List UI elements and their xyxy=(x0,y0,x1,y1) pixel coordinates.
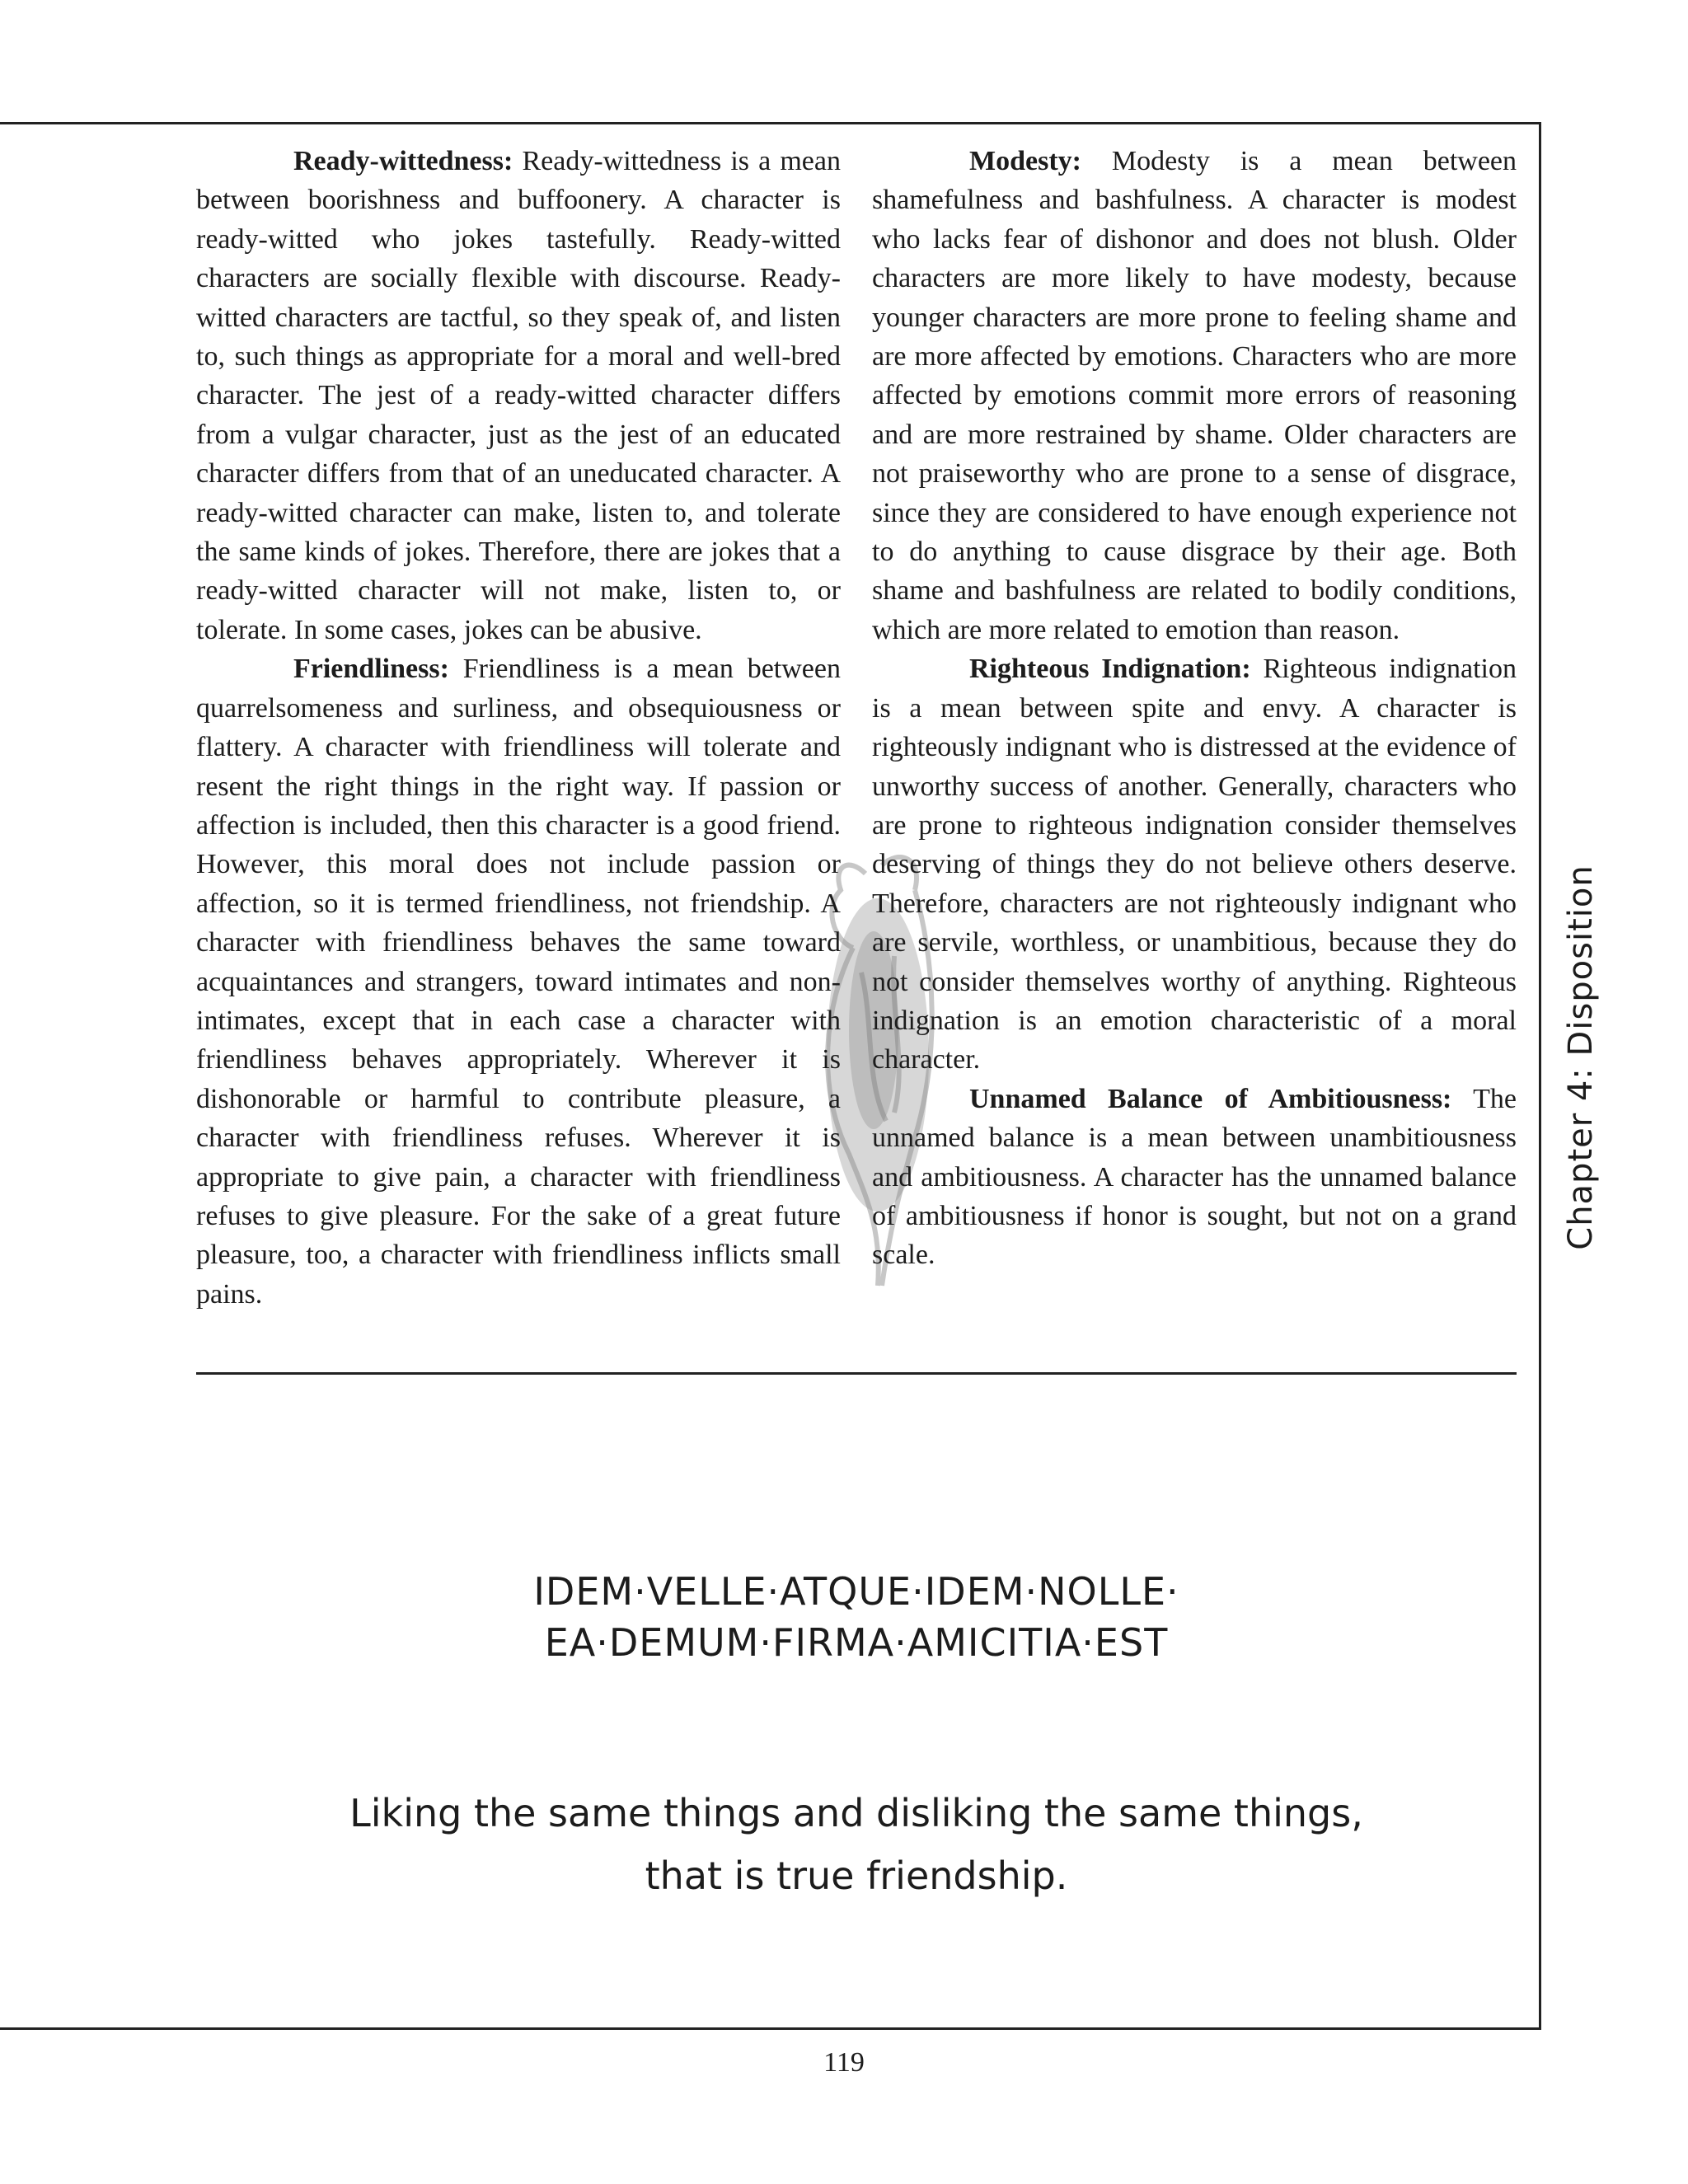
left-text-column xyxy=(196,142,841,1314)
paragraph-unnamed-balance xyxy=(872,1080,1517,1275)
frame-bottom-rule xyxy=(0,2027,1541,2030)
quote-translation-line-2: that is true friendship. xyxy=(645,1854,1068,1898)
latin-quote xyxy=(196,1566,1517,1668)
frame-top-rule xyxy=(0,122,1541,124)
term-friendliness: Friendliness: xyxy=(293,654,449,685)
latin-quote-line-2: EA·DEMUM·FIRMA·AMICITIA·EST xyxy=(544,1620,1169,1665)
quote-translation xyxy=(196,1782,1517,1907)
text-modesty: Modesty is a mean between shamefulness and bashfulness. A character is modest who lacks fear of dishonor and does not blush. Older characters are more likely to have modesty, because younger characters are more prone to feeling shame and are more affected by emotions. Characters who are more affected by emotions commit more errors of reasoning and are more restrained by shame. Older characters are not praiseworthy who are prone to a sense of disgrace, since they are considered to have enough experience not to do anything to cause disgrace by their age. Both shame and bashfulness are related to bodily conditions, which are more related to emotion than reason. xyxy=(872,146,1517,645)
text-ready-wittedness: Ready-wittedness is a mean between boorishness and buffoonery. A character is ready-witted who jokes tastefully. Ready-witted characters are socially flexible with discourse. Ready-witted characters are tactful, so they speak of, and listen to, such things as appropriate for a moral and well-bred character. The jest of a ready-witted character differs from a vulgar character, just as the jest of an educated character differs from that of an uneducated character. A ready-witted character can make, listen to, and tolerate the same kinds of jokes. Therefore, there are jokes that a ready-witted character will not make, listen to, or tolerate. In some cases, jokes can be abusive. xyxy=(196,146,841,645)
paragraph-ready-wittedness xyxy=(196,142,841,649)
text-unnamed-balance: The unnamed balance is a mean between unambitiousness and ambitiousness. A character has the unnamed balance of ambitiousness if honor is sought, but not on a grand scale. xyxy=(872,1083,1517,1271)
paragraph-modesty xyxy=(872,142,1517,649)
term-ready-wittedness: Ready-wittedness: xyxy=(293,146,513,176)
section-divider-rule xyxy=(196,1372,1517,1375)
term-righteous-indignation: Righteous Indignation: xyxy=(969,654,1251,685)
chapter-side-label-text: Chapter 4: Disposition xyxy=(1562,865,1600,1250)
term-unnamed-balance: Unnamed Balance of Ambitiousness: xyxy=(969,1083,1452,1114)
text-righteous-indignation: Righteous indignation is a mean between spite and envy. A character is righteously indignant who is distressed at the evidence of unworthy success of another. Generally, characters who are prone to righteous indignation consider themselves deserving of things they do not believe others deserve. Therefore, characters are not righteously indignant who are servile, worthless, or unambitious, because they do not consider themselves worthy of anything. Righteous indignation is an emotion characteristic of a moral character. xyxy=(872,654,1517,1076)
page-number: 119 xyxy=(823,2047,865,2078)
latin-quote-line-1: IDEM·VELLE·ATQUE·IDEM·NOLLE· xyxy=(533,1569,1179,1614)
term-modesty: Modesty: xyxy=(969,146,1081,176)
quote-translation-line-1: Liking the same things and disliking the same things, xyxy=(349,1791,1363,1835)
frame-right-rule xyxy=(1539,122,1541,2030)
text-friendliness: Friendliness is a mean between quarrelsomeness and surliness, and obsequiousness or flattery. A character with friendliness will tolerate and resent the right things in the right way. If passion or affection is included, then this character is a good friend. However, this moral does not include passion or affection, so it is termed friendliness, not friendship. A character with friendliness behaves the same toward acquaintances and strangers, toward intimates and non-intimates, except that in each case a character with friendliness behaves appropriately. Wherever it is dishonorable or harmful to contribute pleasure, a character with friendliness refuses. Wherever it is appropriate to give pain, a character with friendliness refuses to give pleasure. For the sake of a great future pleasure, too, a character with friendliness inflicts small pains. xyxy=(196,654,841,1310)
paragraph-friendliness xyxy=(196,649,841,1314)
paragraph-righteous-indignation xyxy=(872,649,1517,1079)
right-text-column xyxy=(872,142,1517,1275)
